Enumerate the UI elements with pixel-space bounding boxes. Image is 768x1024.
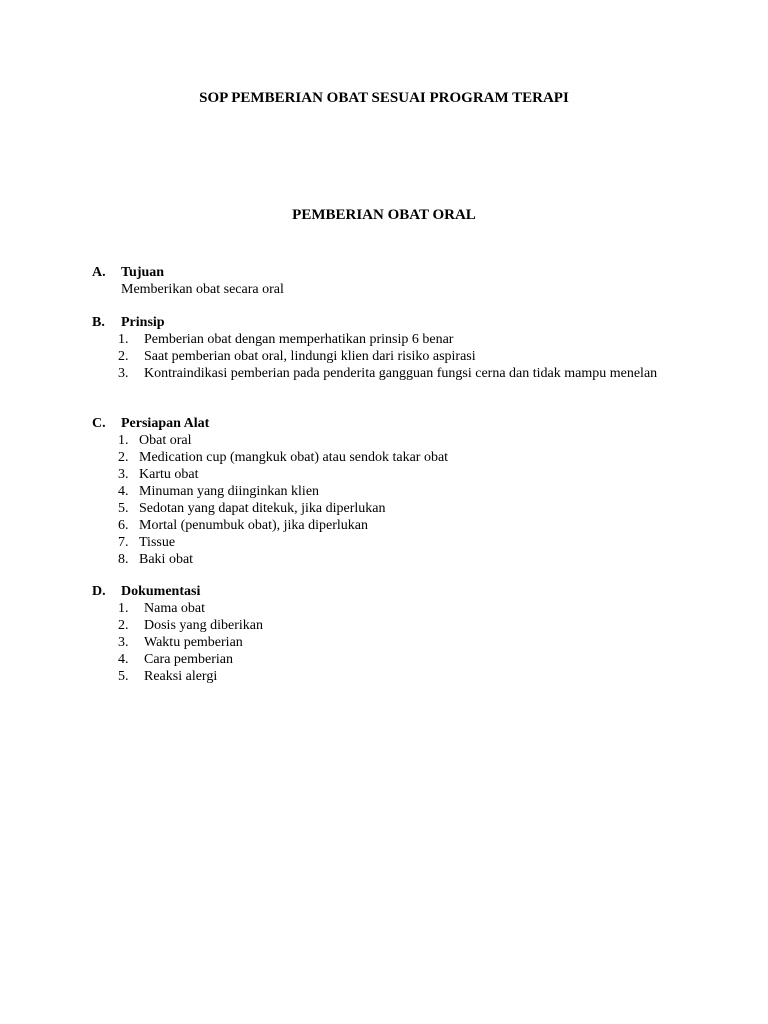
list-text: Kartu obat <box>139 467 199 482</box>
list-number: 2. <box>118 450 129 465</box>
section-tujuan <box>92 264 692 298</box>
list-text: Minuman yang diinginkan klien <box>139 484 320 499</box>
section-heading <box>92 583 692 600</box>
list-number: 1. <box>118 433 129 448</box>
list-text: Nama obat <box>144 601 206 616</box>
list-item <box>92 500 692 517</box>
list-item <box>92 600 692 617</box>
list-number: 4. <box>118 652 129 667</box>
section-persiapan-alat <box>92 415 692 568</box>
list-text: Mortal (penumbuk obat), jika diperlukan <box>139 518 368 533</box>
list-text: Obat oral <box>139 433 192 448</box>
list-item <box>92 668 692 685</box>
list-item <box>92 551 692 568</box>
section-label: Tujuan <box>121 265 165 280</box>
section-letter: B. <box>92 315 105 330</box>
list-number: 5. <box>118 501 129 516</box>
list-number: 2. <box>118 349 129 364</box>
list-text: Sedotan yang dapat ditekuk, jika diperlukan <box>139 501 386 516</box>
list-text: Dosis yang diberikan <box>144 618 263 633</box>
section-text: Memberikan obat secara oral <box>121 282 284 297</box>
list-item <box>92 534 692 551</box>
section-letter: C. <box>92 416 106 431</box>
list-text: Reaksi alergi <box>144 669 218 684</box>
list-number: 8. <box>118 552 129 567</box>
section-dokumentasi <box>92 583 692 685</box>
list-number: 3. <box>118 635 129 650</box>
list-number: 3. <box>118 467 129 482</box>
list-text: Kontraindikasi pemberian pada penderita gangguan fungsi cerna dan tidak mampu menelan <box>144 366 658 381</box>
document-subtitle: PEMBERIAN OBAT ORAL <box>292 207 476 223</box>
list-item <box>92 483 692 500</box>
list-number: 5. <box>118 669 129 684</box>
list-number: 1. <box>118 601 129 616</box>
list-number: 7. <box>118 535 129 550</box>
section-heading <box>92 314 692 331</box>
list-number: 2. <box>118 618 129 633</box>
list-item <box>92 348 692 365</box>
section-prinsip <box>92 314 692 382</box>
list-item <box>92 517 692 534</box>
document-title: SOP PEMBERIAN OBAT SESUAI PROGRAM TERAPI <box>199 90 569 106</box>
section-label: Prinsip <box>121 315 165 330</box>
section-heading <box>92 264 692 281</box>
list-item <box>92 634 692 651</box>
list-item <box>92 449 692 466</box>
section-label: Persiapan Alat <box>121 416 210 431</box>
list-item <box>92 651 692 668</box>
list-item <box>92 466 692 483</box>
list-text: Medication cup (mangkuk obat) atau sendok takar obat <box>139 450 449 465</box>
list-text: Baki obat <box>139 552 194 567</box>
list-text: Saat pemberian obat oral, lindungi klien dari risiko aspirasi <box>144 349 476 364</box>
section-letter: A. <box>92 265 106 280</box>
list-number: 6. <box>118 518 129 533</box>
list-text: Cara pemberian <box>144 652 234 667</box>
list-text: Pemberian obat dengan memperhatikan prinsip 6 benar <box>144 332 454 347</box>
list-number: 4. <box>118 484 129 499</box>
list-text: Waktu pemberian <box>144 635 243 650</box>
list-number: 3. <box>118 366 129 381</box>
list-text: Tissue <box>139 535 176 550</box>
section-label: Dokumentasi <box>121 584 201 599</box>
section-heading <box>92 415 692 432</box>
list-item <box>92 365 692 382</box>
list-item <box>92 617 692 634</box>
section-letter: D. <box>92 584 106 599</box>
list-number: 1. <box>118 332 129 347</box>
list-item <box>92 432 692 449</box>
list-item <box>92 331 692 348</box>
